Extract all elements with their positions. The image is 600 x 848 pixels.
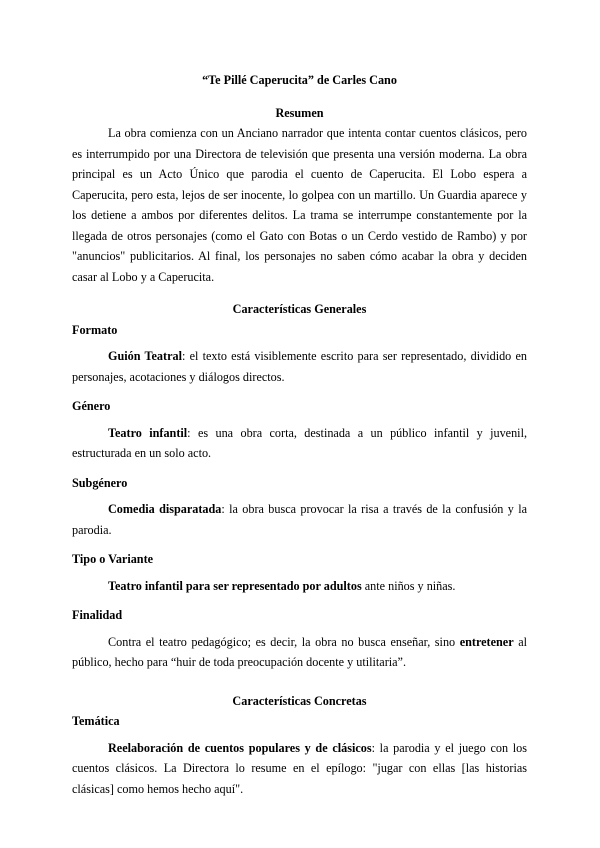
subheading-tematica: Temática (72, 714, 120, 728)
resumen-paragraph: La obra comienza con un Anciano narrador que intenta contar cuentos clásicos, pero es interrumpido por una Directora de televisión que presenta una versión moderna. La obra principal es un Acto Único que parodia el cuento de Caperucita. El Lobo espera a Caperucita, pero esta, lejos de ser inocente, lo golpea con un martillo. Un Guardia aparece y los detiene a ambos por diferentes delitos. La trama se interrumpe constantemente por la llegada de otros personajes (como el Gato con Botas o un Cerdo vestido de Rambo) y por "anuncios" publicitarios. Al final, los personajes no saben cómo acabar la obra y deciden casar al Lobo y a Caperucita. (72, 126, 527, 284)
subheading-finalidad: Finalidad (72, 608, 123, 622)
formato-term: Guión Teatral (108, 349, 182, 363)
genero-term: Teatro infantil (108, 425, 188, 440)
subheading-tipo: Tipo o Variante (72, 552, 154, 566)
subgenero-term: Comedia disparatada (108, 502, 222, 516)
finalidad-paragraph (72, 632, 527, 673)
finalidad-term: entretener (459, 634, 514, 649)
document-title: “Te Pillé Caperucita” de Carles Cano (202, 73, 397, 87)
finalidad-text-post: al público, hecho para “huir de toda preocupación docente y utilitaria”. (72, 634, 527, 669)
subheading-formato: Formato (72, 322, 118, 337)
tipo-text: ante niños y niñas. (361, 578, 456, 593)
tipo-term: Teatro infantil para ser representado por adultos (108, 578, 362, 593)
document-body (72, 70, 527, 799)
tematica-paragraph (72, 738, 527, 800)
tematica-text: : la parodia y el juego con los cuentos clásicos. La Directora lo resume en el epílogo: "jugar con ellas [las historias clásicas] como hemos hecho aquí". (72, 740, 527, 796)
finalidad-text-pre: Contra el teatro pedagógico; es decir, la obra no busca enseñar, sino (108, 634, 460, 649)
section-heading-resumen: Resumen (275, 105, 324, 120)
subgenero-text: : la obra busca provocar la risa a través de la confusión y la parodia. (72, 502, 527, 537)
tipo-paragraph (72, 576, 527, 597)
subheading-subgenero: Subgénero (72, 475, 128, 490)
genero-text: : es una obra corta, destinada a un público infantil y juvenil, estructurada en un solo acto. (72, 425, 528, 460)
section-heading-concretas: Características Concretas (232, 693, 367, 708)
subgenero-paragraph (72, 499, 527, 540)
subheading-genero: Género (72, 399, 111, 413)
formato-text: : el texto está visiblemente escrito para ser representado, dividido en personajes, acotaciones y diálogos directos. (72, 349, 527, 384)
section-heading-generales: Características Generales (232, 302, 367, 316)
tematica-term: Reelaboración de cuentos populares y de clásicos (108, 740, 372, 755)
genero-paragraph (72, 423, 527, 464)
formato-paragraph (72, 346, 527, 387)
